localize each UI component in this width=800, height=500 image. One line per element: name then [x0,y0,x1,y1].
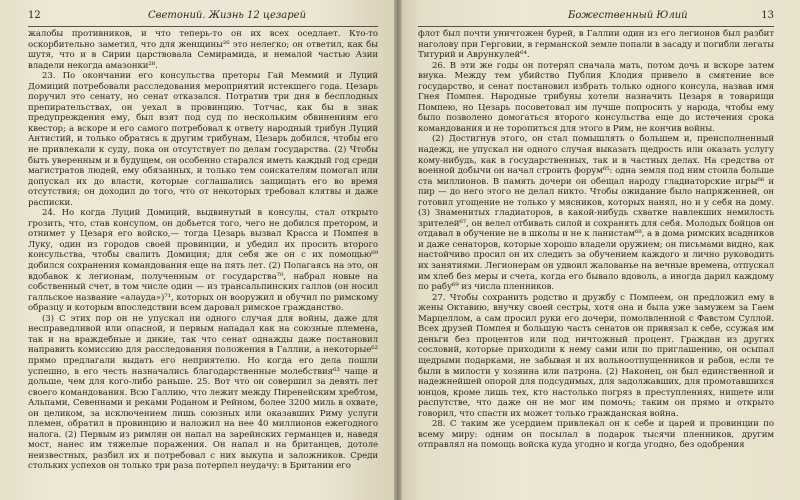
running-head: Светоний. Жизнь 12 цезарей [148,10,307,21]
left-page-header [28,6,378,27]
paragraph: 24. Но когда Луций Домиций, выдвинутый в консулы, стал открыто грозить, что, став консулом, он добьется того, чего не добился претором, и отнимет у Цезаря его войско,— тогда Цезарь вызвал Красса и Помпея в Луку, один из городов своей провинции, и убедил их просить второго консульства, чтобы свалить Домиция; для себя же он с их помощью⁶⁹ добился сохранения командования еще на пять лет. (2) Полагаясь на это, он вдобавок к легионам, полученным от государства⁷⁰, набрал новые на собственный счет, в том числе один — из трансальпинских галлов (он носил галльское название «алауда»)⁷¹, которых он вооружил и обучил по римскому образцу и которым впоследствии всем даровал римское гражданство. [28,208,378,314]
paragraph: 28. С таким же усердием привлекал он к себе и царей и провинции по всему миру: одним он посылал в подарок тысячи пленников, другим отправлял на помощь войска куда угодно и когда угодно, без одобрения [418,419,774,451]
paragraph: 23. По окончании его консульства преторы Гай Меммий и Луций Домиций потребовали расследования мероприятий истекшего года. Цезарь поручил это сенату, но сенат отказался. Потратив три дня в бесплодных препирательствах, он уехал в провинцию. Тотчас, как бы в знак предупреждения ему, был взят под суд по нескольким обвинениям его квестор; а вскоре и его самого потребовал к ответу народный трибун Луций Антистий, и только обратясь к другим трибунам, Цезарь добился, чтобы его не привлекали к суду, пока он отсутствует по делам государства. (2) Чтобы быть уверенным и в будущем, он особенно старался иметь каждый год среди магистратов людей, ему обязанных, и только тем соискателям помогал или допускал их до власти, которые соглашались защищать его во время отсутствия; он доходил до того, что от некоторых требовал клятвы и даже расписки. [28,71,378,208]
paragraph: (2) Достигнув этого, он стал помышлять о большем и, преисполненный надежд, не упускал ни одного случая выказать щедрость или оказать услугу кому-нибудь, как в государственных, так и в частных делах. На средства от военной добычи он начал строить форум⁶⁵: одна земля под ним стоила больше ста миллионов. В память дочери он обещал народу гладиаторские игры⁶⁶ и пир — до него этого не делал никто. Чтобы ожидание было напряженней, он готовил угощение не только у мясников, которых нанял, но и у себя на дому. (3) Знаменитых гладиаторов, в какой-нибудь схватке навлекших немилость зрителей⁶⁷, он велел отбивать силой и сохранять для себя. Молодых бойцов он отдавал в обучение не в школы и не к ланистам⁶⁸, а в дома римских всадников и даже сенаторов, которые хорошо владели оружием; он письмами видно, как настойчиво просил он их следить за обучением каждого и лично руководить их занятиями. Легионерам он удвоил жалованье на вечные времена, отпускал им хлеб без меры и счета, когда его бывало вдоволь, а иногда дарил каждому по рабу⁶⁹ из числа пленников. [418,134,774,293]
page-number: 13 [761,10,774,21]
left-page-text [28,29,378,472]
paragraph: 26. В эти же годы он потерял сначала мать, потом дочь и вскоре затем внука. Между тем убийство Публия Клодия привело в смятение все государство, и сенат постановил избрать только одного консула, назвав имя Гнея Помпея. Народные трибуны хотели назначить Цезаря в товарищи Помпею, но Цезарь посоветовал им лучше попросить у народа, чтобы ему было позволено домогаться второго консульства еще до истечения срока командования и не торопиться для этого в Рим, не кончив войны. [418,60,774,134]
paragraph: флот был почти уничтожен бурей, в Галлии один из его легионов был разбит наголову при Герговии, в германской земле попали в засаду и погибли легаты Титурий и Аврункулей⁶⁴. [418,29,774,61]
left-page [0,0,396,500]
paragraph: жалобы противников, и что теперь-то он их всех оседлает. Кто-то оскорбительно заметил, что для женщины²⁶ это нелегко; он ответил, как бы шутя, что и в Сирии царствовала Семирамида, и немалой частью Азии владели некогда амазонки²⁸. [28,29,378,71]
right-page-text [418,29,774,451]
paragraph: (3) С этих пор он не упускал ни одного случая для войны, даже для несправедливой или опасной, и первым нападал как на союзные племена, так и на враждебные и дикие, так что сенат однажды даже постановил направить комиссию для расследования положения в Галлии, а некоторые⁶² прямо предлагали выдать его неприятелю. Но когда его дела пошли успешно, в его честь назначались благодарственные молебствия⁶³ чаще и дольше, чем для кого-либо раньше. 25. Вот что он совершил за девять лет своего командования. Всю Галлию, что лежит между Пиренейским хребтом, Альпами, Севеннами и реками Роданом и Рейном, более 3200 миль в охвате, он целиком, за исключением лишь союзных или оказавших Риму услуги племен, обратил в провинцию и наложил на нее 40 миллионов ежегодного налога. (2) Первым из римлян он напал на зарейнских германцев и, наведя мост, нанес им тяжелые поражения. Он напал и на британцев, дотоле неизвестных, разбил их и потребовал с них выкупа и заложников. Среди стольких успехов он только три раза потерпел неудачу: в Британии его [28,313,378,472]
right-page [396,0,800,500]
right-page-header [418,6,774,27]
page-number: 12 [28,10,41,21]
running-head: Божественный Юлий [568,10,688,21]
paragraph: 27. Чтобы сохранить родство и дружбу с Помпеем, он предложил ему в жены Октавию, внучку своей сестры, хотя она и была уже замужем за Гаем Марцеллом, а сам просил руки его дочери, помолвленной с Фавстом Суллой. Всех друзей Помпея и большую часть сенатов он привязал к себе, ссужая им деньги без процентов или под ничтожный процент. Граждан из других сословий, которые приходили к нему сами или по приглашению, он осыпал щедрыми подарками, не забывая и их вольноотпущенников и рабов, если те были в милости у хозяина или патрона. (2) Наконец, он был единственной и надежнейшей опорой для подсудимых, для задолжавших, для промотавшихся юнцов, кроме лишь тех, кто настолько погряз в преступлениях, нищете или распутстве, что даже он не мог им помочь; таким он прямо и открыто говорил, что спасти их может только гражданская война. [418,292,774,419]
